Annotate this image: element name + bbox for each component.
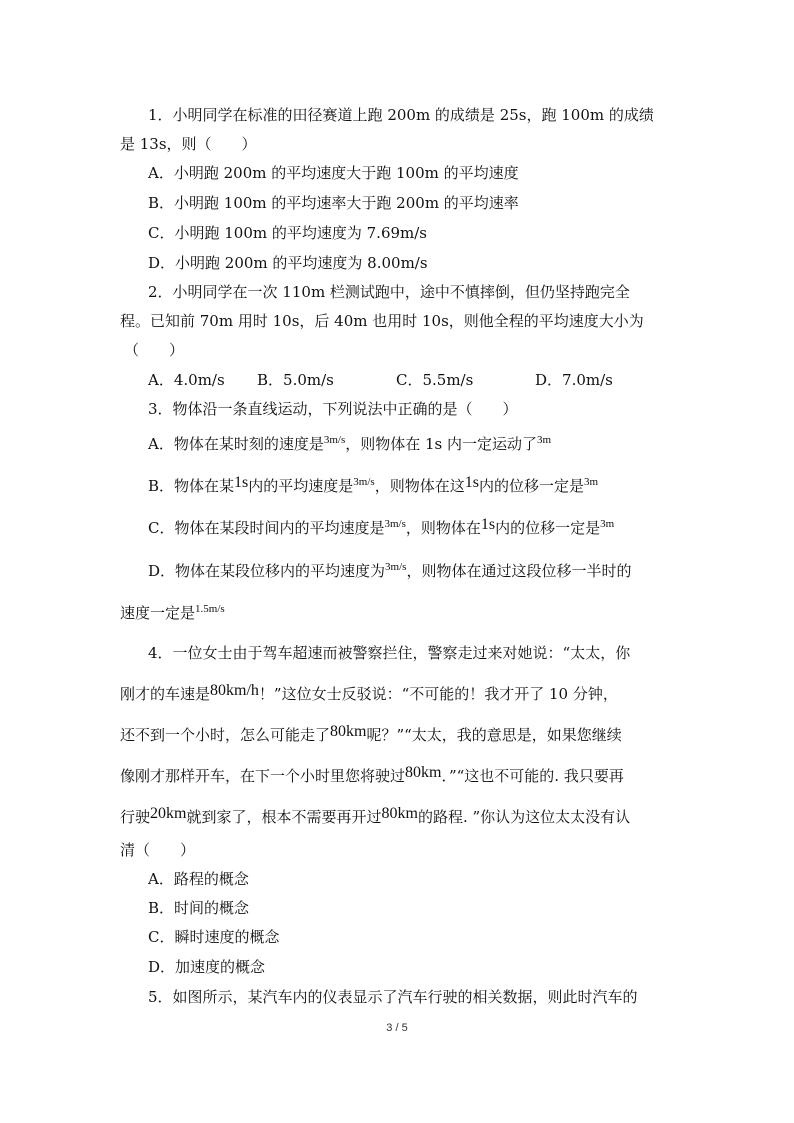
q4-line5 <box>120 807 630 828</box>
q2-line1: 2．小明同学在一次 110m 栏测试跑中，途中不慎摔倒，但仍坚持跑完全 <box>148 283 630 301</box>
q3-b-mid3: 内的位移一定是 <box>478 477 584 495</box>
q3-a-pre: A．物体在某时刻的速度是 <box>148 435 324 453</box>
q1-option-c: C．小明跑 100m 的平均速度为 7.69m/s <box>148 224 428 242</box>
q3-option-d <box>148 561 631 581</box>
q3-b-v4: 3m <box>583 476 599 488</box>
q3-a-v2: 3m <box>537 434 552 446</box>
q3-b-v2: 3m/s <box>353 476 375 488</box>
q1-option-a: A．小明跑 200m 的平均速度大于跑 100m 的平均速度 <box>148 164 519 182</box>
q4-l3-pre: 还不到一个小时，怎么可能走了 <box>120 726 331 744</box>
q3-c-v1: 3m/s <box>384 518 406 530</box>
q4-l4-post: ．”“这也不可能的. 我只要再 <box>441 767 624 785</box>
q3-line1: 3．物体沿一条直线运动，下列说法中正确的是（ ） <box>148 400 518 418</box>
q3-d-mid: ，则物体在通过这段位移一半时的 <box>406 562 632 580</box>
q4-l3-v1: 80km <box>330 723 367 740</box>
q2-option-c: C．5.5m/s <box>396 371 474 389</box>
q3-c-mid1: ，则物体在 <box>405 519 481 537</box>
q3-b-v1: 1s <box>234 474 249 491</box>
q4-l4-pre: 像刚才那样开车，在下一个小时里您将驶过 <box>120 767 406 785</box>
q3-c-mid2: 内的位移一定是 <box>495 519 601 537</box>
q3-d2-pre: 速度一定是 <box>120 604 196 622</box>
q3-d2-v1: 1.5m/s <box>195 603 225 615</box>
q1-option-b: B．小明跑 100m 的平均速率大于跑 200m 的平均速率 <box>148 194 519 212</box>
q2-option-a: A．4.0m/s <box>148 371 225 389</box>
q4-line1: 4．一位女士由于驾车超速而被警察拦住，警察走过来对她说：“太太，你 <box>148 644 631 662</box>
q4-line3 <box>120 725 622 746</box>
q4-line2 <box>120 684 618 705</box>
q4-line6: 清（ ） <box>120 841 196 859</box>
q2-option-d: D．7.0m/s <box>535 371 613 389</box>
q4-line4 <box>120 766 624 787</box>
q2-line2: 程。已知前 70m 用时 10s，后 40m 也用时 10s，则他全程的平均速度大小为 <box>120 312 644 330</box>
q4-option-a: A．路程的概念 <box>148 870 249 888</box>
q4-l5-v2: 80km <box>381 805 418 822</box>
q4-option-d: D．加速度的概念 <box>148 958 266 976</box>
q2-line3: （ ） <box>124 341 185 359</box>
q4-l5-mid: 就到家了，根本不需要再开过 <box>186 808 382 826</box>
q3-c-v3: 3m <box>600 518 615 530</box>
q3-d-v1: 3m/s <box>385 561 407 573</box>
q5-line1: 5．如图所示，某汽车内的仪表显示了汽车行驶的相关数据，则此时汽车的 <box>148 988 638 1006</box>
q3-b-mid1: 内的平均速度是 <box>248 477 354 495</box>
q3-b-mid2: ，则物体在这 <box>374 477 465 495</box>
q4-option-c: C．瞬时速度的概念 <box>148 928 280 946</box>
q3-c-pre: C．物体在某段时间内的平均速度是 <box>148 519 385 537</box>
q2-option-b: B．5.0m/s <box>257 371 334 389</box>
q1-option-d: D．小明跑 200m 的平均速度为 8.00m/s <box>148 254 428 272</box>
q4-l5-post: 的路程. ”你认为这位太太没有认 <box>417 808 631 826</box>
q3-b-pre: B．物体在某 <box>148 477 235 495</box>
page-number: 3 / 5 <box>386 1022 408 1034</box>
q4-l2-post: ！”这位女士反驳说：“不可能的！我才开了 10 分钟， <box>258 685 618 703</box>
q4-l4-v1: 80km <box>405 764 442 781</box>
q4-l5-v1: 20km <box>150 805 187 822</box>
q3-a-v1: 3m/s <box>323 434 346 446</box>
q4-l3-post: 呢？”“太太，我的意思是，如果您继续 <box>366 726 622 744</box>
q4-l2-v1: 80km/h <box>210 682 259 699</box>
q3-c-v2: 1s <box>480 516 496 533</box>
q3-option-a <box>148 434 551 454</box>
q1-line2: 是 13s，则（ ） <box>120 135 257 153</box>
q3-d-pre: D．物体在某段位移内的平均速度为 <box>148 562 386 580</box>
q4-l2-pre: 刚才的车速是 <box>120 685 211 703</box>
q3-a-mid: ，则物体在 1s 内一定运动了 <box>345 435 538 453</box>
q4-l5-pre: 行驶 <box>120 808 151 826</box>
q4-option-b: B．时间的概念 <box>148 899 250 917</box>
q3-b-v3: 1s <box>464 474 479 491</box>
q1-line1: 1．小明同学在标准的田径赛道上跑 200m 的成绩是 25s，跑 100m 的成绩 <box>148 106 654 124</box>
q3-option-c <box>148 518 614 539</box>
q3-option-d-continued <box>120 603 225 623</box>
q3-option-b <box>148 476 598 497</box>
